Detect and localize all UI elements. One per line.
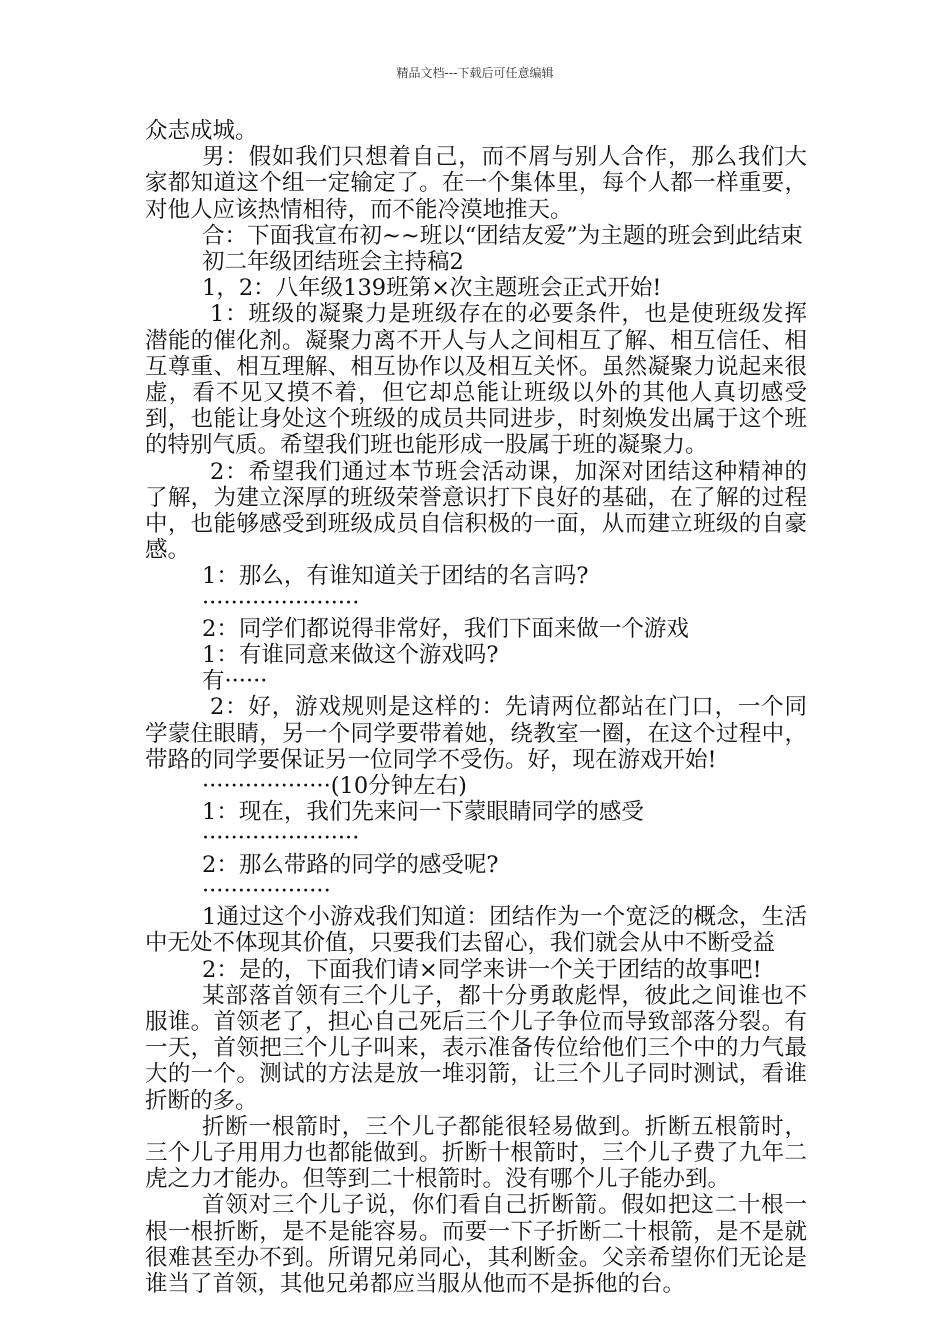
paragraph: 1：那么，有谁知道关于团结的名言吗? [202, 563, 589, 590]
paragraph: ······················ [202, 825, 360, 852]
page-header: 精品文档---下载后可任意编辑 [396, 66, 554, 80]
paragraph: 某部落首领有三个儿子，都十分勇敢彪悍，彼此之间谁也不服谁。首领老了，担心自己死后三个儿子争位而导致部落分裂。有一天，首领把三个儿子叫来，表示准备传位给他们三个中的力气最大的一个。测试的方法是放一堆羽箭，让三个儿子同时测试，看谁折断的多。 [145, 982, 807, 1114]
paragraph: 1：班级的凝聚力是班级存在的必要条件，也是使班级发挥潜能的催化剂。凝聚力离不开人与人之间相互了解、相互信任、相互尊重、相互理解、相互协作以及相互关怀。虽然凝聚力说起来很虚，看不见又摸不着，但它却总能让班级以外的其他人真切感受到，也能让身处这个班级的成员共同进步，时刻焕发出属于这个班的特别气质。希望我们班也能形成一股属于班的凝聚力。 [145, 301, 807, 459]
paragraph: ·················· [202, 877, 331, 904]
paragraph: 2：那么带路的同学的感受呢? [202, 851, 499, 878]
paragraph: 合：下面我宣布初~~班以“团结友爱”为主题的班会到此结束 [202, 222, 803, 249]
paragraph: 2：希望我们通过本节班会活动课，加深对团结这种精神的了解，为建立深厚的班级荣誉意识打下良好的基础，在了解的过程中，也能够感受到班级成员自信积极的一面，从而建立班级的自豪感。 [145, 458, 807, 564]
paragraph: 1：现在，我们先来问一下蒙眼睛同学的感受 [202, 799, 644, 826]
paragraph: ······················ [202, 589, 360, 616]
paragraph: 2：是的，下面我们请×同学来讲一个关于团结的故事吧! [202, 956, 762, 983]
document-body [145, 118, 807, 1297]
paragraph: 2：好，游戏规则是这样的：先请两位都站在门口，一个同学蒙住眼睛，另一个同学要带着她，绕教室一圈，在这个过程中，带路的同学要保证另一位同学不受伤。好，现在游戏开始! [145, 694, 807, 773]
paragraph: 首领对三个儿子说，你们看自己折断箭。假如把这二十根一根一根折断，是不是能容易。而要一下子折断二十根箭，是不是就很难甚至办不到。所谓兄弟同心，其利断金。父亲希望你们无论是谁当了首领，其他兄弟都应当服从他而不是拆他的台。 [145, 1192, 807, 1297]
paragraph: 1通过这个小游戏我们知道：团结作为一个宽泛的概念，生活中无处不体现其价值，只要我们去留心，我们就会从中不断受益 [145, 904, 807, 957]
paragraph: 有······ [202, 668, 268, 695]
paragraph: 2：同学们都说得非常好，我们下面来做一个游戏 [202, 615, 689, 642]
paragraph: 1：有谁同意来做这个游戏吗? [202, 642, 499, 669]
paragraph: 1，2：八年级139班第×次主题班会正式开始! [202, 275, 662, 302]
paragraph: 初二年级团结班会主持稿2 [202, 249, 464, 276]
paragraph: ··················(10分钟左右) [202, 773, 467, 800]
paragraph: 男：假如我们只想着自己，而不屑与别人合作，那么我们大家都知道这个组一定输定了。在一个集体里，每个人都一样重要，对他人应该热情相待，而不能冷漠地推天。 [145, 144, 807, 223]
paragraph: 折断一根箭时，三个儿子都能很轻易做到。折断五根箭时，三个儿子用用力也都能做到。折断十根箭时，三个儿子费了九年二虎之力才能办。但等到二十根箭时。没有哪个儿子能办到。 [145, 1113, 807, 1193]
paragraph: 众志成城。 [145, 118, 258, 144]
